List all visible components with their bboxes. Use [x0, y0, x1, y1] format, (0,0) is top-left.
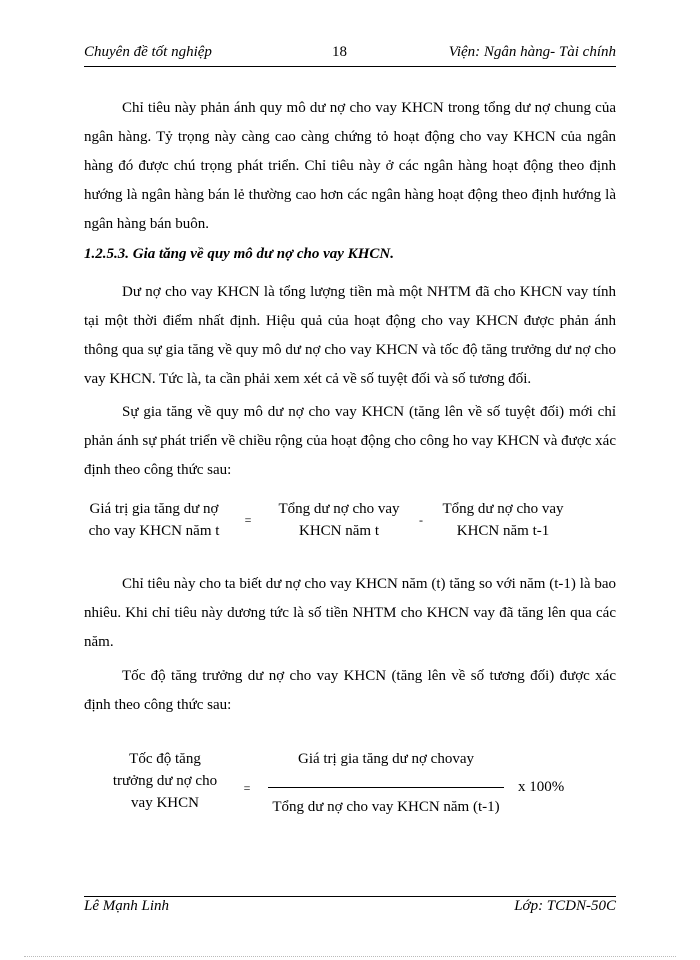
formula2-lhs-line3: vay KHCN	[131, 795, 199, 811]
formula2-equals: =	[243, 781, 251, 795]
formula2-multiplier: x 100%	[518, 779, 565, 795]
formula2-lhs-line2: trưởng dư nợ cho	[112, 773, 218, 789]
formula1-lhs-line2: cho vay KHCN năm t	[88, 523, 220, 539]
formula1-minus: -	[419, 513, 423, 527]
formula1-term2-line2: KHCN năm t-1	[456, 523, 550, 539]
section-heading: 1.2.5.3. Gia tăng về quy mô dư nợ cho vay KHCN.	[84, 246, 394, 262]
paragraph-3: Sự gia tăng về quy mô dư nợ cho vay KHCN (tăng lên về số tuyệt đối) mới chỉ phản ánh sự phát triển về chiều rộng của hoạt động cho công ho vay KHCN và được xác định theo công thức sau:	[84, 404, 616, 478]
fraction-bar	[268, 787, 504, 788]
footer-class: Lớp: TCDN-50C	[514, 898, 616, 914]
formula1-term1-line1: Tổng dư nợ cho vay	[278, 501, 400, 517]
footer-author: Lê Mạnh Linh	[84, 898, 170, 914]
formula1-equals: =	[244, 513, 252, 527]
formula1-lhs-line1: Giá trị gia tăng dư nợ	[89, 501, 219, 517]
formula2-numerator: Giá trị gia tăng dư nợ chovay	[297, 751, 474, 767]
header-left: Chuyên đề tốt nghiệp	[84, 44, 212, 60]
paragraph-4: Chỉ tiêu này cho ta biết dư nợ cho vay KHCN năm (t) tăng so với năm (t-1) là bao nhiêu. Khi chỉ tiêu này dương tức là số tiền NHTM cho KHCN vay đã tăng lên qua các năm.	[84, 576, 616, 650]
page-header	[84, 44, 616, 64]
footer-divider	[84, 896, 616, 897]
header-right: Viện: Ngân hàng- Tài chính	[448, 44, 616, 60]
paragraph-2: Dư nợ cho vay KHCN là tổng lượng tiền mà một NHTM đã cho KHCN vay tính tại một thời điểm nhất định. Hiệu quả của hoạt động cho vay KHCN được phản ánh thông qua sự gia tăng về quy mô dư nợ cho vay KHCN và tốc độ tăng trưởng dư nợ cho vay KHCN. Tức là, ta cần phải xem xét cả về số tuyệt đối và số tương đối.	[84, 284, 616, 387]
formula1-lhs	[84, 498, 224, 542]
formula1-term1-line2: KHCN năm t	[299, 523, 379, 539]
formula1-term1	[264, 498, 414, 542]
formula1-term2-line1: Tổng dư nợ cho vay	[442, 501, 564, 517]
formula2-lhs	[100, 748, 230, 814]
formula1-term2	[428, 498, 578, 542]
paragraph-1: Chỉ tiêu này phản ánh quy mô dư nợ cho vay KHCN trong tổng dư nợ chung của ngân hàng. Tỷ trọng này càng cao càng chứng tỏ hoạt động cho vay KHCN của ngân hàng đó được chú trọng phát triển. Chỉ tiêu này ở các ngân hàng hoạt động theo định hướng là ngân hàng bán lẻ thường cao hơn các ngân hàng hoạt động theo định hướng là ngân hàng bán buôn.	[84, 100, 616, 232]
page-number: 18	[332, 44, 347, 60]
page-bottom-edge	[24, 956, 676, 957]
header-divider	[84, 66, 616, 67]
formula2-lhs-line1: Tốc độ tăng	[129, 751, 201, 767]
paragraph-5: Tốc độ tăng trưởng dư nợ cho vay KHCN (tăng lên về số tương đối) được xác định theo công thức sau:	[84, 668, 616, 713]
formula2-denominator: Tổng dư nợ cho vay KHCN năm (t-1)	[272, 799, 500, 815]
